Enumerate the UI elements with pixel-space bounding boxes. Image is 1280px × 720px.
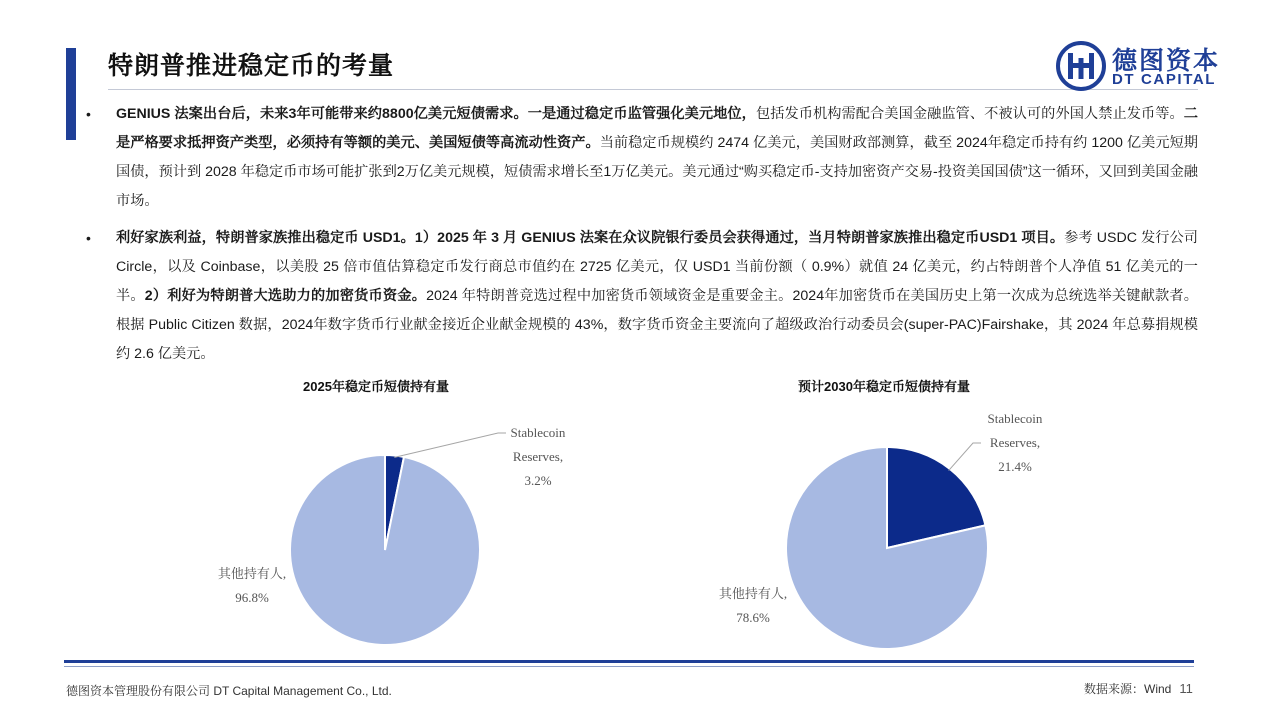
chart-title: 预计2030年稳定币短债持有量 xyxy=(798,379,970,394)
footer-source xyxy=(1084,680,1193,697)
bullet-text: 当前稳定币规模约 2474 亿美元，美国财政部测算，截至 2024年稳定币持有约 1200 亿美元短期国债，预计到 2028 年稳定币市场可能扩张到2万亿美元规模，短债需求增长至1万亿美元。美元通过“购买稳定币-支持加密资产交易-投资美国国债”这一循环，又回到美国金融市场。 xyxy=(116,135,1198,209)
bullet-item-family-interest xyxy=(86,224,1198,369)
logo-english-name: DT CAPITAL xyxy=(1112,71,1217,88)
bullet-marker: • xyxy=(86,106,91,122)
bullet-text-bold: 二是严格要求抵押资产类型，必须持有等额的美元、美国短债等高流动性资产。 xyxy=(116,106,1198,151)
pie-leader-line xyxy=(394,433,506,457)
bullet-item-genius-act xyxy=(86,100,1198,216)
title-divider xyxy=(108,89,1198,90)
bullet-text: 参考 USDC 发行公司 Circle，以及 Coinbase，以美股 25 倍市值估算稳定币发行商总市值约在 2725 亿美元，仅 USD1 当前份额（ 0.9%）就值 24 亿美元，约占特朗普个人净值 51 亿美元的一半。 xyxy=(116,230,1198,304)
pie-slice-label: 其他持有人, 96.8% xyxy=(217,566,287,605)
bullet-text: 包括发币机构需配合美国金融监管、不被认可的外国人禁止发币等。 xyxy=(755,106,1184,122)
page-number: 11 xyxy=(1179,681,1193,696)
title-accent-bar xyxy=(66,48,76,140)
pie-slice-label: Stablecoin Reserves, 3.2% xyxy=(510,425,566,488)
dt-logo-icon xyxy=(1056,41,1106,91)
pie-slice-label: 其他持有人, 78.6% xyxy=(718,586,788,625)
company-logo xyxy=(1056,41,1226,91)
data-source-label: 数据来源：Wind xyxy=(1084,682,1172,696)
logo-chinese-name: 德图资本 xyxy=(1112,47,1221,75)
bullet-text: 2024 年特朗普竞选过程中加密货币领域资金是重要金主。2024年加密货币在美国历史上第一次成为总统选举关键献款者。根据 Public Citizen 数据，2024年数字货币行业献金接近企业献金规模的 43%，数字货币资金主要流向了超级政治行动委员会(super-PAC)Fairshake，其 2024 年总募捐规模约 2.6 亿美元。 xyxy=(116,288,1198,362)
bullet-text-bold: GENIUS 法案出台后，未来3年可能带来约8800亿美元短债需求。一是通过稳定币监管强化美元地位， xyxy=(116,106,756,122)
page-title: 特朗普推进稳定币的考量 xyxy=(108,52,395,80)
pie-leader-line xyxy=(949,443,981,471)
bullet-marker: • xyxy=(86,230,91,246)
pie-slice-label: Stablecoin Reserves, 21.4% xyxy=(987,411,1043,474)
chart-title: 2025年稳定币短债持有量 xyxy=(303,379,449,394)
bullet-list xyxy=(86,100,1198,369)
pie-slice xyxy=(290,455,480,645)
footer-divider xyxy=(64,660,1194,663)
footer-company-name: 德图资本管理股份有限公司 DT Capital Management Co., Ltd. xyxy=(66,684,392,698)
bullet-text-bold: 2）利好为特朗普大选助力的加密货币资金。 xyxy=(144,288,427,304)
footer-divider-thin xyxy=(64,666,1194,667)
bullet-text-bold: 利好家族利益，特朗普家族推出稳定币 USD1。1）2025 年 3 月 GENIUS 法案在众议院银行委员会获得通过，当月特朗普家族推出稳定币USD1 项目。 xyxy=(116,230,1065,246)
